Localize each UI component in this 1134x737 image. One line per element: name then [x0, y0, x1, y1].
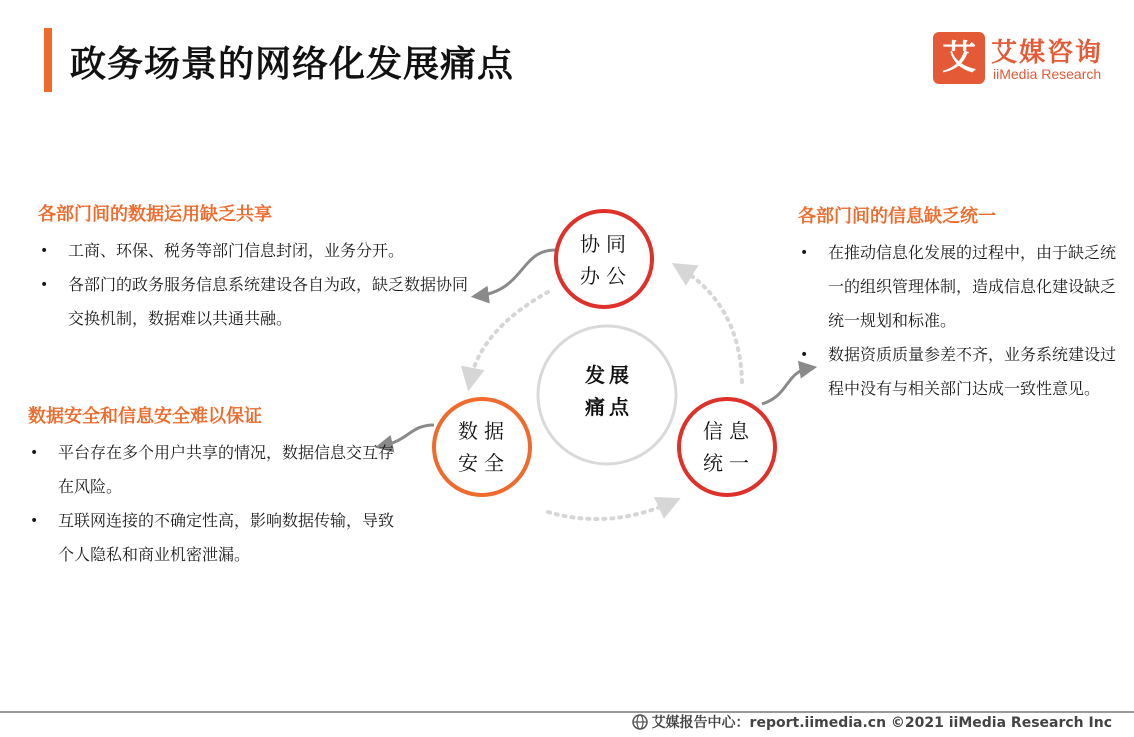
bullet-list [38, 234, 478, 336]
bullet-icon: • [40, 277, 49, 293]
list-item [798, 338, 1116, 406]
node-label-right-line1: 信息 [703, 419, 755, 443]
bullet-list [798, 236, 1116, 406]
cycle-arc-left-to-right [548, 502, 672, 519]
node-label-top [566, 228, 646, 292]
bullet-icon: • [30, 445, 39, 461]
node-label-right-line2: 统一 [703, 451, 755, 475]
footer-text: 艾媒报告中心：report.iimedia.cn ©2021 iiMedia Research Inc [651, 715, 1112, 731]
node-label-left [444, 415, 524, 479]
globe-icon [632, 714, 648, 730]
center-label [567, 359, 651, 423]
list-item [28, 436, 398, 504]
connector-arrow-top-left [478, 250, 555, 296]
cycle-arc-right-to-top [680, 268, 742, 382]
logo-english-name: iiMedia Research [993, 66, 1102, 82]
list-item-text: 工商、环保、税务等部门信息封闭，业务分开。 [68, 241, 405, 260]
section-heading: 各部门间的数据运用缺乏共享 [38, 204, 272, 225]
section-info-unification [798, 202, 1116, 406]
node-label-top-line1: 协同 [580, 232, 632, 256]
cycle-arc-top-to-left [470, 292, 548, 382]
center-label-line1: 发展 [585, 363, 633, 387]
node-label-left-line1: 数据 [458, 419, 510, 443]
list-item [38, 268, 478, 336]
node-label-left-line2: 安全 [458, 451, 510, 475]
section-data-security [28, 402, 398, 572]
footer [632, 713, 1112, 733]
section-data-sharing [38, 200, 478, 336]
list-item-text: 各部门的政务服务信息系统建设各自为政，缺乏数据协同交换机制，数据难以共通共融。 [68, 275, 469, 328]
center-label-line2: 痛点 [585, 395, 633, 419]
node-label-top-line2: 办公 [580, 264, 632, 288]
bullet-icon: • [800, 347, 809, 363]
section-heading: 数据安全和信息安全难以保证 [28, 406, 262, 427]
list-item [28, 504, 398, 572]
node-label-right [689, 415, 769, 479]
list-item [798, 236, 1116, 338]
list-item-text: 平台存在多个用户共享的情况，数据信息交互存在风险。 [58, 443, 395, 496]
page-title: 政务场景的网络化发展痛点 [70, 44, 515, 85]
list-item-text: 数据资质质量参差不齐，业务系统建设过程中没有与相关部门达成一致性意见。 [828, 345, 1117, 398]
section-heading: 各部门间的信息缺乏统一 [798, 206, 996, 227]
logo-chinese-name: 艾媒咨询 [991, 38, 1104, 68]
list-item-text: 互联网连接的不确定性高，影响数据传输，导致个人隐私和商业机密泄漏。 [58, 511, 395, 564]
bullet-list [28, 436, 398, 572]
list-item-text: 在推动信息化发展的过程中，由于缺乏统一的组织管理体制，造成信息化建设缺乏统一规划和标准。 [828, 243, 1117, 330]
logo-mark-icon: 艾 [933, 32, 985, 84]
list-item [38, 234, 478, 268]
bullet-icon: • [30, 513, 39, 529]
bullet-icon: • [800, 245, 809, 261]
bullet-icon: • [40, 243, 49, 259]
